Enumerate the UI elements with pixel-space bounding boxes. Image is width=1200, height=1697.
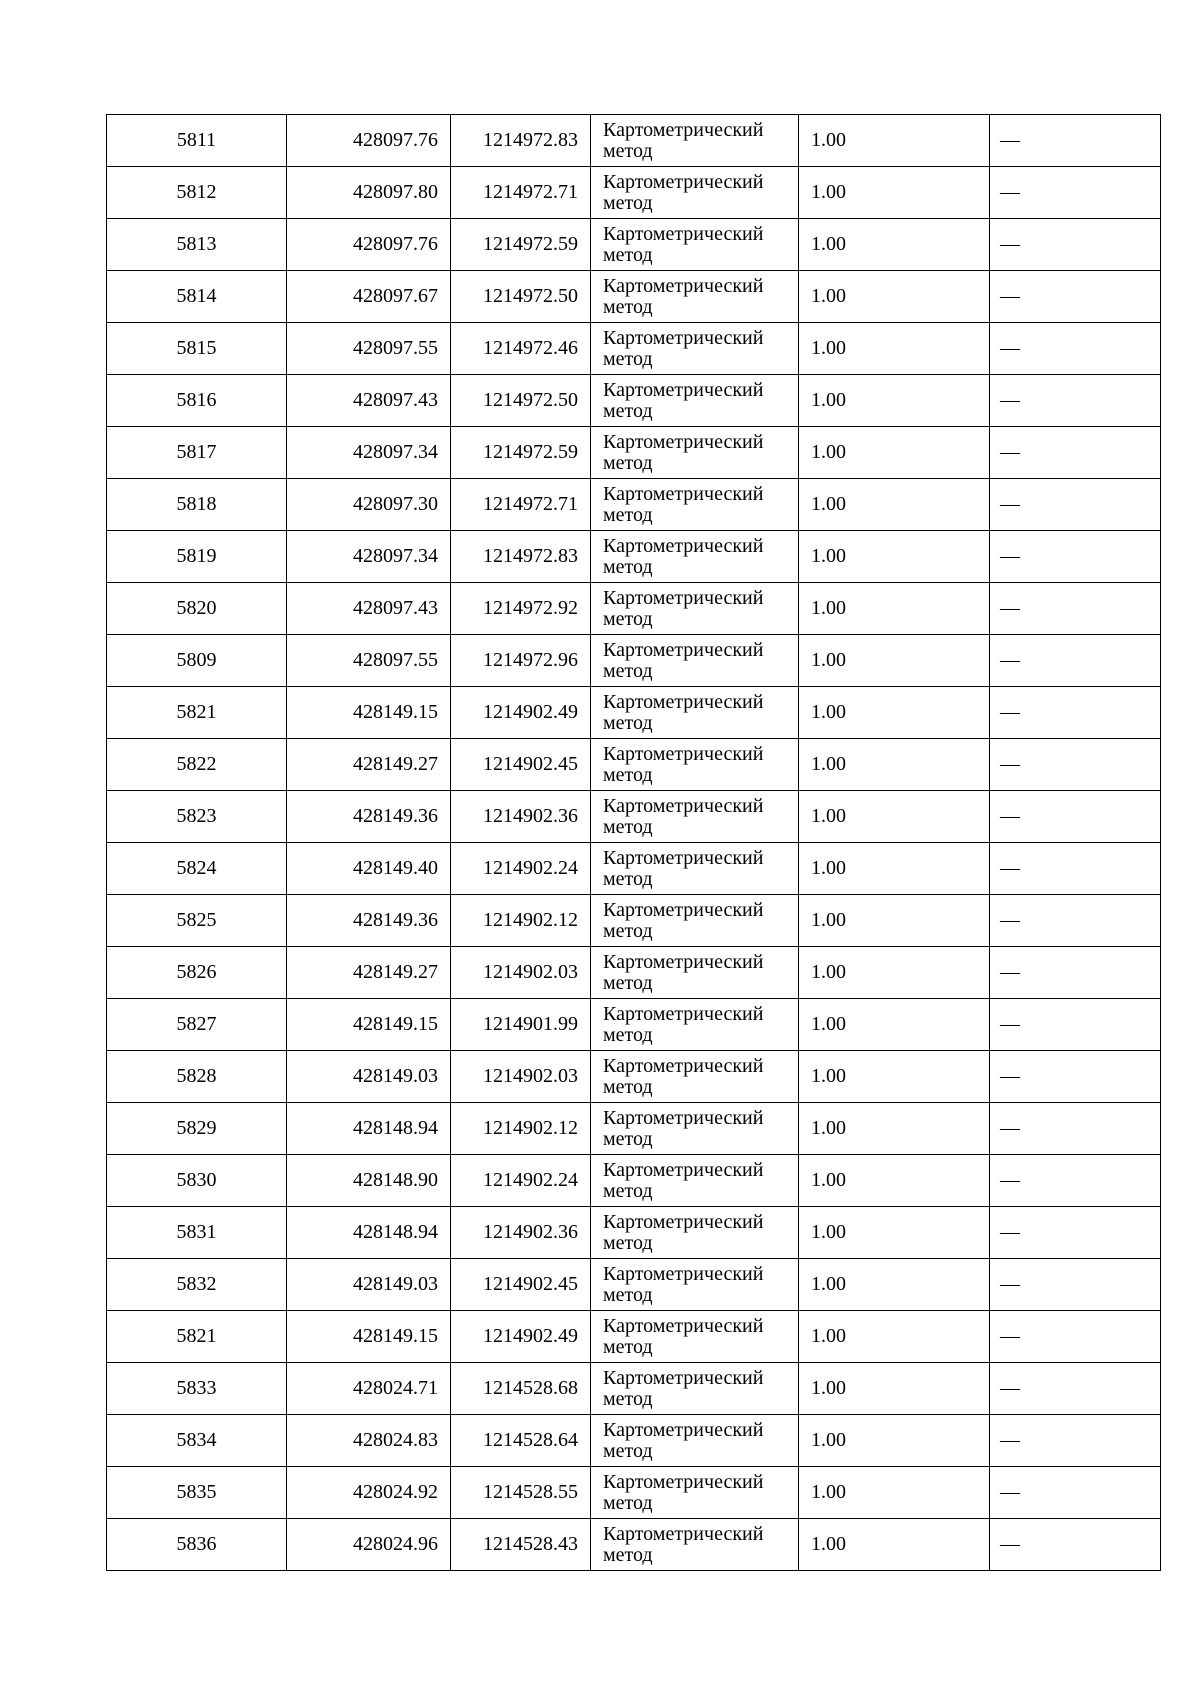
note-cell: — bbox=[990, 115, 1161, 167]
point-number-cell: 5824 bbox=[107, 843, 287, 895]
method-cell: Картометрический метод bbox=[591, 739, 799, 791]
accuracy-cell: 1.00 bbox=[799, 635, 990, 687]
note-cell: — bbox=[990, 687, 1161, 739]
point-number-cell: 5829 bbox=[107, 1103, 287, 1155]
point-number-cell: 5822 bbox=[107, 739, 287, 791]
x-coordinate-cell: 428149.15 bbox=[287, 1311, 451, 1363]
x-coordinate-cell: 428097.67 bbox=[287, 271, 451, 323]
table-row bbox=[107, 999, 1161, 1051]
method-cell: Картометрический метод bbox=[591, 999, 799, 1051]
point-number-cell: 5831 bbox=[107, 1207, 287, 1259]
point-number-cell: 5820 bbox=[107, 583, 287, 635]
note-cell: — bbox=[990, 1259, 1161, 1311]
y-coordinate-cell: 1214972.96 bbox=[451, 635, 591, 687]
table-row bbox=[107, 1207, 1161, 1259]
y-coordinate-cell: 1214528.64 bbox=[451, 1415, 591, 1467]
note-cell: — bbox=[990, 375, 1161, 427]
table-row bbox=[107, 947, 1161, 999]
accuracy-cell: 1.00 bbox=[799, 115, 990, 167]
x-coordinate-cell: 428149.36 bbox=[287, 791, 451, 843]
method-cell: Картометрический метод bbox=[591, 1363, 799, 1415]
note-cell: — bbox=[990, 635, 1161, 687]
accuracy-cell: 1.00 bbox=[799, 1363, 990, 1415]
accuracy-cell: 1.00 bbox=[799, 1103, 990, 1155]
x-coordinate-cell: 428097.76 bbox=[287, 219, 451, 271]
table-row bbox=[107, 583, 1161, 635]
y-coordinate-cell: 1214972.71 bbox=[451, 167, 591, 219]
accuracy-cell: 1.00 bbox=[799, 427, 990, 479]
note-cell: — bbox=[990, 1415, 1161, 1467]
method-cell: Картометрический метод bbox=[591, 1415, 799, 1467]
table-row bbox=[107, 531, 1161, 583]
table-row bbox=[107, 1363, 1161, 1415]
accuracy-cell: 1.00 bbox=[799, 583, 990, 635]
x-coordinate-cell: 428097.30 bbox=[287, 479, 451, 531]
method-cell: Картометрический метод bbox=[591, 1103, 799, 1155]
note-cell: — bbox=[990, 1311, 1161, 1363]
method-cell: Картометрический метод bbox=[591, 1155, 799, 1207]
x-coordinate-cell: 428097.76 bbox=[287, 115, 451, 167]
method-cell: Картометрический метод bbox=[591, 1051, 799, 1103]
x-coordinate-cell: 428024.92 bbox=[287, 1467, 451, 1519]
method-cell: Картометрический метод bbox=[591, 115, 799, 167]
note-cell: — bbox=[990, 1363, 1161, 1415]
point-number-cell: 5834 bbox=[107, 1415, 287, 1467]
note-cell: — bbox=[990, 1207, 1161, 1259]
x-coordinate-cell: 428024.83 bbox=[287, 1415, 451, 1467]
accuracy-cell: 1.00 bbox=[799, 1311, 990, 1363]
point-number-cell: 5815 bbox=[107, 323, 287, 375]
x-coordinate-cell: 428149.40 bbox=[287, 843, 451, 895]
point-number-cell: 5817 bbox=[107, 427, 287, 479]
point-number-cell: 5832 bbox=[107, 1259, 287, 1311]
coordinates-table bbox=[106, 114, 1161, 1571]
method-cell: Картометрический метод bbox=[591, 479, 799, 531]
note-cell: — bbox=[990, 791, 1161, 843]
method-cell: Картометрический метод bbox=[591, 843, 799, 895]
method-cell: Картометрический метод bbox=[591, 427, 799, 479]
y-coordinate-cell: 1214528.68 bbox=[451, 1363, 591, 1415]
note-cell: — bbox=[990, 1519, 1161, 1571]
method-cell: Картометрический метод bbox=[591, 323, 799, 375]
method-cell: Картометрический метод bbox=[591, 1207, 799, 1259]
x-coordinate-cell: 428149.27 bbox=[287, 947, 451, 999]
table-row bbox=[107, 167, 1161, 219]
point-number-cell: 5833 bbox=[107, 1363, 287, 1415]
y-coordinate-cell: 1214901.99 bbox=[451, 999, 591, 1051]
note-cell: — bbox=[990, 1051, 1161, 1103]
method-cell: Картометрический метод bbox=[591, 635, 799, 687]
point-number-cell: 5812 bbox=[107, 167, 287, 219]
table-row bbox=[107, 635, 1161, 687]
note-cell: — bbox=[990, 479, 1161, 531]
table-row bbox=[107, 479, 1161, 531]
accuracy-cell: 1.00 bbox=[799, 739, 990, 791]
accuracy-cell: 1.00 bbox=[799, 947, 990, 999]
y-coordinate-cell: 1214972.92 bbox=[451, 583, 591, 635]
point-number-cell: 5826 bbox=[107, 947, 287, 999]
table-row bbox=[107, 375, 1161, 427]
table-row bbox=[107, 271, 1161, 323]
accuracy-cell: 1.00 bbox=[799, 1415, 990, 1467]
y-coordinate-cell: 1214902.45 bbox=[451, 1259, 591, 1311]
point-number-cell: 5821 bbox=[107, 1311, 287, 1363]
x-coordinate-cell: 428024.96 bbox=[287, 1519, 451, 1571]
method-cell: Картометрический метод bbox=[591, 1311, 799, 1363]
note-cell: — bbox=[990, 895, 1161, 947]
point-number-cell: 5823 bbox=[107, 791, 287, 843]
y-coordinate-cell: 1214902.24 bbox=[451, 1155, 591, 1207]
note-cell: — bbox=[990, 843, 1161, 895]
y-coordinate-cell: 1214902.03 bbox=[451, 947, 591, 999]
y-coordinate-cell: 1214902.12 bbox=[451, 895, 591, 947]
table-row bbox=[107, 895, 1161, 947]
y-coordinate-cell: 1214528.43 bbox=[451, 1519, 591, 1571]
y-coordinate-cell: 1214972.71 bbox=[451, 479, 591, 531]
table-row bbox=[107, 739, 1161, 791]
y-coordinate-cell: 1214972.50 bbox=[451, 271, 591, 323]
accuracy-cell: 1.00 bbox=[799, 479, 990, 531]
table-row bbox=[107, 1155, 1161, 1207]
point-number-cell: 5814 bbox=[107, 271, 287, 323]
accuracy-cell: 1.00 bbox=[799, 1259, 990, 1311]
x-coordinate-cell: 428149.36 bbox=[287, 895, 451, 947]
table-row bbox=[107, 427, 1161, 479]
x-coordinate-cell: 428149.03 bbox=[287, 1259, 451, 1311]
table-row bbox=[107, 843, 1161, 895]
point-number-cell: 5836 bbox=[107, 1519, 287, 1571]
point-number-cell: 5818 bbox=[107, 479, 287, 531]
x-coordinate-cell: 428024.71 bbox=[287, 1363, 451, 1415]
point-number-cell: 5825 bbox=[107, 895, 287, 947]
x-coordinate-cell: 428097.55 bbox=[287, 635, 451, 687]
accuracy-cell: 1.00 bbox=[799, 375, 990, 427]
y-coordinate-cell: 1214972.59 bbox=[451, 427, 591, 479]
point-number-cell: 5813 bbox=[107, 219, 287, 271]
method-cell: Картометрический метод bbox=[591, 791, 799, 843]
x-coordinate-cell: 428097.55 bbox=[287, 323, 451, 375]
x-coordinate-cell: 428149.15 bbox=[287, 999, 451, 1051]
y-coordinate-cell: 1214902.49 bbox=[451, 687, 591, 739]
table-row bbox=[107, 1467, 1161, 1519]
point-number-cell: 5809 bbox=[107, 635, 287, 687]
x-coordinate-cell: 428148.94 bbox=[287, 1103, 451, 1155]
method-cell: Картометрический метод bbox=[591, 375, 799, 427]
note-cell: — bbox=[990, 531, 1161, 583]
point-number-cell: 5811 bbox=[107, 115, 287, 167]
x-coordinate-cell: 428097.34 bbox=[287, 427, 451, 479]
note-cell: — bbox=[990, 427, 1161, 479]
note-cell: — bbox=[990, 999, 1161, 1051]
method-cell: Картометрический метод bbox=[591, 531, 799, 583]
note-cell: — bbox=[990, 1467, 1161, 1519]
point-number-cell: 5816 bbox=[107, 375, 287, 427]
accuracy-cell: 1.00 bbox=[799, 895, 990, 947]
note-cell: — bbox=[990, 219, 1161, 271]
coordinates-table-body bbox=[107, 115, 1161, 1571]
x-coordinate-cell: 428097.43 bbox=[287, 583, 451, 635]
table-row bbox=[107, 219, 1161, 271]
accuracy-cell: 1.00 bbox=[799, 271, 990, 323]
method-cell: Картометрический метод bbox=[591, 271, 799, 323]
x-coordinate-cell: 428149.15 bbox=[287, 687, 451, 739]
accuracy-cell: 1.00 bbox=[799, 531, 990, 583]
table-row bbox=[107, 1103, 1161, 1155]
note-cell: — bbox=[990, 947, 1161, 999]
table-row bbox=[107, 1415, 1161, 1467]
y-coordinate-cell: 1214972.83 bbox=[451, 531, 591, 583]
x-coordinate-cell: 428149.27 bbox=[287, 739, 451, 791]
point-number-cell: 5827 bbox=[107, 999, 287, 1051]
note-cell: — bbox=[990, 167, 1161, 219]
x-coordinate-cell: 428097.34 bbox=[287, 531, 451, 583]
y-coordinate-cell: 1214528.55 bbox=[451, 1467, 591, 1519]
point-number-cell: 5835 bbox=[107, 1467, 287, 1519]
y-coordinate-cell: 1214902.03 bbox=[451, 1051, 591, 1103]
table-row bbox=[107, 1259, 1161, 1311]
table-row bbox=[107, 115, 1161, 167]
y-coordinate-cell: 1214972.50 bbox=[451, 375, 591, 427]
x-coordinate-cell: 428148.90 bbox=[287, 1155, 451, 1207]
table-row bbox=[107, 791, 1161, 843]
y-coordinate-cell: 1214972.59 bbox=[451, 219, 591, 271]
accuracy-cell: 1.00 bbox=[799, 999, 990, 1051]
x-coordinate-cell: 428148.94 bbox=[287, 1207, 451, 1259]
y-coordinate-cell: 1214972.83 bbox=[451, 115, 591, 167]
y-coordinate-cell: 1214902.45 bbox=[451, 739, 591, 791]
table-row bbox=[107, 1051, 1161, 1103]
point-number-cell: 5821 bbox=[107, 687, 287, 739]
y-coordinate-cell: 1214902.36 bbox=[451, 791, 591, 843]
method-cell: Картометрический метод bbox=[591, 219, 799, 271]
accuracy-cell: 1.00 bbox=[799, 219, 990, 271]
y-coordinate-cell: 1214902.49 bbox=[451, 1311, 591, 1363]
note-cell: — bbox=[990, 1155, 1161, 1207]
table-row bbox=[107, 323, 1161, 375]
x-coordinate-cell: 428097.43 bbox=[287, 375, 451, 427]
point-number-cell: 5819 bbox=[107, 531, 287, 583]
point-number-cell: 5830 bbox=[107, 1155, 287, 1207]
x-coordinate-cell: 428149.03 bbox=[287, 1051, 451, 1103]
accuracy-cell: 1.00 bbox=[799, 1155, 990, 1207]
note-cell: — bbox=[990, 739, 1161, 791]
table-row bbox=[107, 1311, 1161, 1363]
table-row bbox=[107, 1519, 1161, 1571]
accuracy-cell: 1.00 bbox=[799, 687, 990, 739]
method-cell: Картометрический метод bbox=[591, 1259, 799, 1311]
y-coordinate-cell: 1214972.46 bbox=[451, 323, 591, 375]
accuracy-cell: 1.00 bbox=[799, 1207, 990, 1259]
y-coordinate-cell: 1214902.36 bbox=[451, 1207, 591, 1259]
y-coordinate-cell: 1214902.24 bbox=[451, 843, 591, 895]
method-cell: Картометрический метод bbox=[591, 895, 799, 947]
accuracy-cell: 1.00 bbox=[799, 1051, 990, 1103]
table-row bbox=[107, 687, 1161, 739]
accuracy-cell: 1.00 bbox=[799, 167, 990, 219]
method-cell: Картометрический метод bbox=[591, 167, 799, 219]
x-coordinate-cell: 428097.80 bbox=[287, 167, 451, 219]
point-number-cell: 5828 bbox=[107, 1051, 287, 1103]
note-cell: — bbox=[990, 271, 1161, 323]
accuracy-cell: 1.00 bbox=[799, 843, 990, 895]
accuracy-cell: 1.00 bbox=[799, 1467, 990, 1519]
y-coordinate-cell: 1214902.12 bbox=[451, 1103, 591, 1155]
accuracy-cell: 1.00 bbox=[799, 791, 990, 843]
method-cell: Картометрический метод bbox=[591, 1467, 799, 1519]
note-cell: — bbox=[990, 1103, 1161, 1155]
method-cell: Картометрический метод bbox=[591, 687, 799, 739]
accuracy-cell: 1.00 bbox=[799, 1519, 990, 1571]
method-cell: Картометрический метод bbox=[591, 583, 799, 635]
method-cell: Картометрический метод bbox=[591, 1519, 799, 1571]
accuracy-cell: 1.00 bbox=[799, 323, 990, 375]
method-cell: Картометрический метод bbox=[591, 947, 799, 999]
note-cell: — bbox=[990, 583, 1161, 635]
note-cell: — bbox=[990, 323, 1161, 375]
